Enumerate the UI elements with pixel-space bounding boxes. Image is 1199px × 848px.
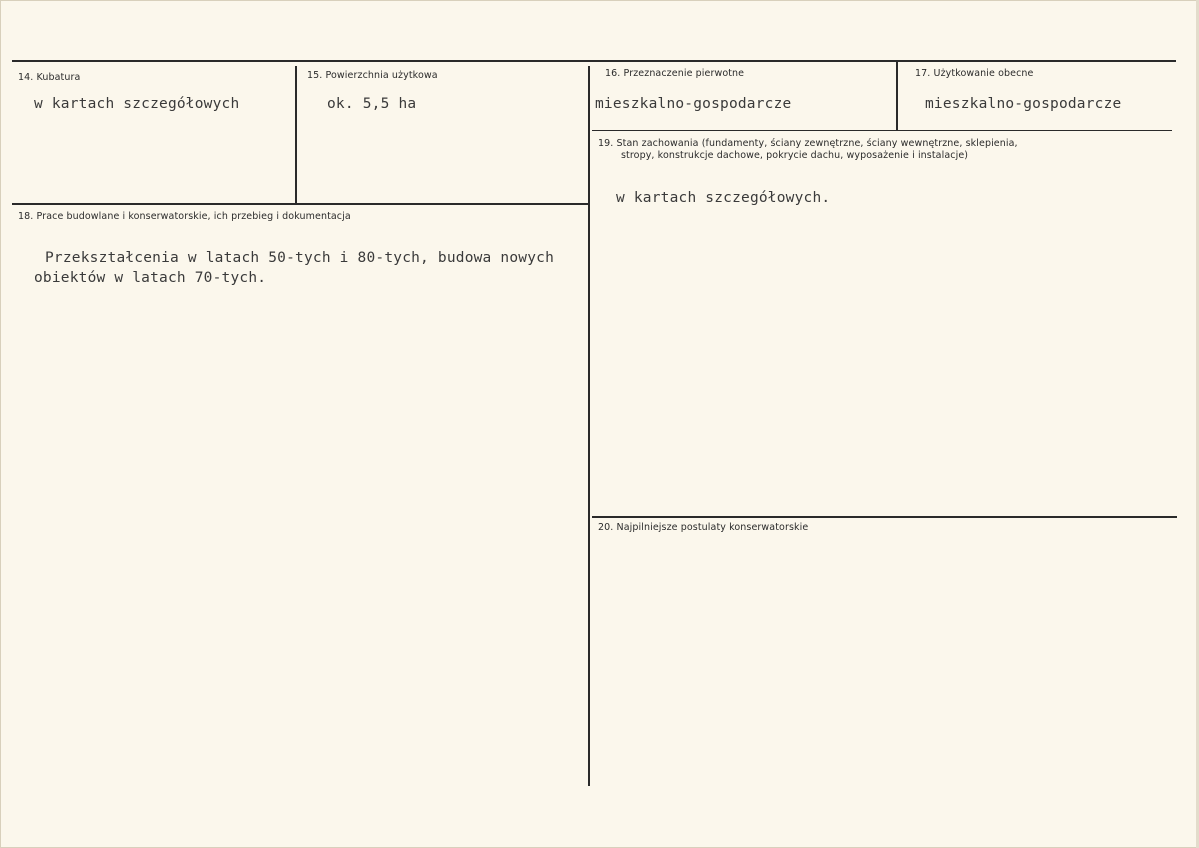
top-rule (12, 60, 1176, 62)
divider-14-15 (295, 66, 297, 204)
field-18-value-line1: Przekształcenia w latach 50-tych i 80-tych, budowa nowych (45, 250, 554, 266)
field-16-label: 16. Przeznaczenie pierwotne (605, 68, 745, 79)
rule-16-17-bottom (592, 130, 1172, 131)
field-14-value: w kartach szczegółowych (34, 96, 240, 112)
field-19-value: w kartach szczegółowych. (616, 190, 831, 206)
field-18-label: 18. Prace budowlane i konserwatorskie, ich przebieg i dokumentacja (18, 211, 351, 222)
field-15-value: ok. 5,5 ha (327, 96, 417, 112)
rule-14-15-bottom (12, 203, 588, 205)
field-14-label: 14. Kubatura (18, 72, 81, 83)
field-16-value: mieszkalno-gospodarcze (595, 96, 792, 112)
field-15-label: 15. Powierzchnia użytkowa (307, 70, 438, 81)
field-17-value: mieszkalno-gospodarcze (925, 96, 1122, 112)
field-18-value-line2: obiektów w latach 70-tych. (34, 270, 267, 286)
divider-16-17 (896, 61, 898, 131)
field-19-label-line1: 19. Stan zachowania (fundamenty, ściany zewnętrzne, ściany wewnętrzne, sklepienia, (598, 138, 1018, 149)
field-20-label: 20. Najpilniejsze postulaty konserwatorskie (598, 522, 809, 533)
rule-19-bottom (592, 516, 1177, 518)
divider-main (588, 66, 590, 786)
field-19-label-line2: stropy, konstrukcje dachowe, pokrycie dachu, wyposażenie i instalacje) (621, 150, 969, 161)
field-17-label: 17. Użytkowanie obecne (915, 68, 1034, 79)
